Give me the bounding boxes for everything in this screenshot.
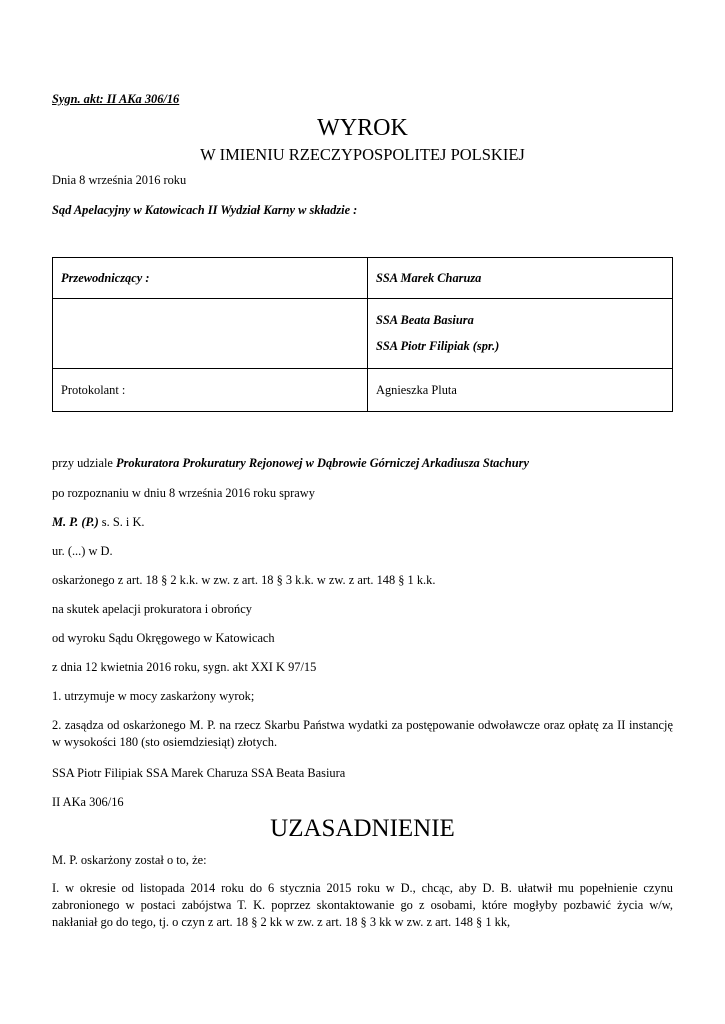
justification-paragraph: I. w okresie od listopada 2014 roku do 6 stycznia 2015 roku w D., chcąc, aby D. B. ułatwił mu popełnienie czynu zabronionego w postaci zabójstwa T. K. poprzez skontaktowanie go z osobami, które mogłyby pozbawić życia w/w, nakłaniał go do tego, tj. o czyn z art. 18 § 2 kk w zw. z art. 18 § 3 kk w zw. z art. 148 § 1 kk,: [52, 881, 673, 929]
birth-line: ur. (...) w D.: [52, 544, 113, 558]
document-title: WYROK: [317, 115, 408, 141]
signatures: SSA Piotr Filipiak SSA Marek Charuza SSA Beata Basiura: [52, 766, 346, 780]
prosecutor-line: [52, 455, 529, 471]
empty-cell: [53, 299, 368, 369]
case-reference: Sygn. akt: II AKa 306/16: [52, 92, 180, 106]
accused-name: M. P. (P.): [52, 515, 99, 529]
accused-line: [52, 514, 145, 530]
prosecutor-prefix: przy udziale: [52, 456, 116, 470]
table-row: [53, 299, 673, 369]
justification-intro: M. P. oskarżony został o to, że:: [52, 853, 207, 867]
hearing-line: po rozpoznaniu w dniu 8 września 2016 roku sprawy: [52, 486, 315, 500]
prosecutor-name: Prokuratora Prokuratury Rejonowej w Dąbrowie Górniczej Arkadiusza Stachury: [116, 456, 529, 470]
accused-parents: s. S. i K.: [98, 515, 145, 529]
clerk-name: Agnieszka Pluta: [368, 369, 673, 412]
appeal-line: na skutek apelacji prokuratora i obrońcy: [52, 602, 252, 616]
judges-cell: [368, 299, 673, 369]
table-row: [53, 258, 673, 299]
lower-court-line: od wyroku Sądu Okręgowego w Katowicach: [52, 631, 275, 645]
charge-line: oskarżonego z art. 18 § 2 k.k. w zw. z art. 18 § 3 k.k. w zw. z art. 148 § 1 k.k.: [52, 573, 436, 587]
ruling-item: 1. utrzymuje w mocy zaskarżony wyrok;: [52, 689, 255, 703]
document-subtitle: W IMIENIU RZECZYPOSPOLITEJ POLSKIEJ: [200, 145, 525, 164]
clerk-label: Protokolant :: [53, 369, 368, 412]
judge-name: SSA Piotr Filipiak (spr.): [376, 339, 500, 353]
court-name: Sąd Apelacyjny w Katowicach II Wydział Karny w składzie :: [52, 203, 358, 217]
case-reference-secondary: II AKa 306/16: [52, 795, 124, 809]
ruling-item: 2. zasądza od oskarżonego M. P. na rzecz Skarbu Państwa wydatki za postępowanie odwoławcze oraz opłatę za II instancję w wysokości 180 (sto osiemdziesiąt) złotych.: [52, 718, 673, 749]
judge-name: SSA Beata Basiura: [376, 313, 474, 327]
lower-judgment-line: z dnia 12 kwietnia 2016 roku, sygn. akt XXI K 97/15: [52, 660, 317, 674]
chair-name: SSA Marek Charuza: [368, 258, 673, 299]
chair-label: Przewodniczący :: [53, 258, 368, 299]
justification-title: UZASADNIENIE: [270, 815, 455, 842]
judgment-date: Dnia 8 września 2016 roku: [52, 173, 187, 187]
court-panel-table: [52, 257, 673, 412]
table-row: [53, 369, 673, 412]
